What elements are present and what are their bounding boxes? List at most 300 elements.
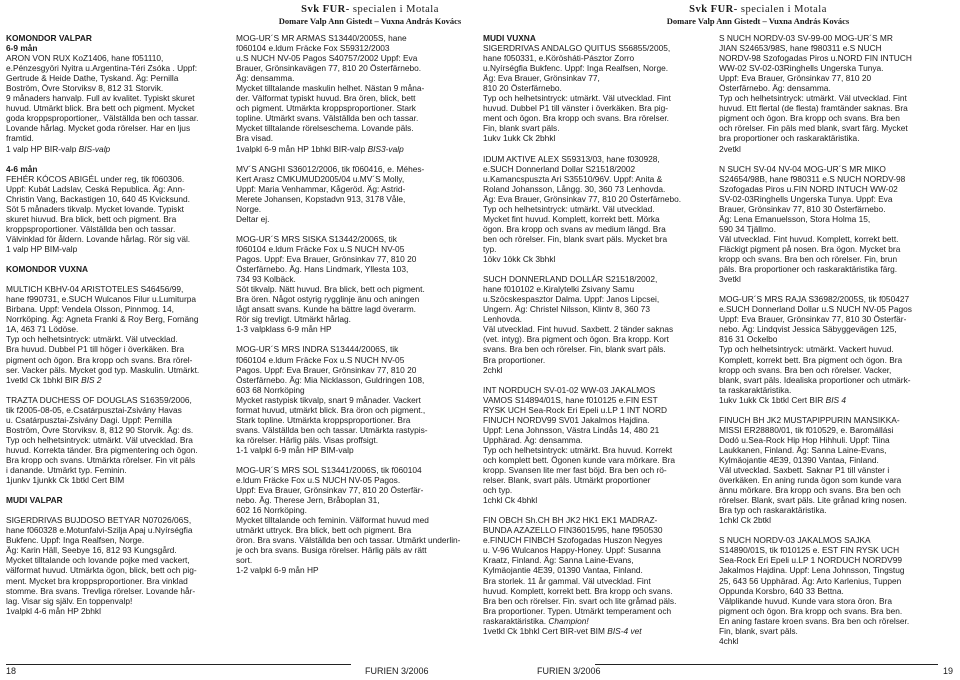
text-line — [236, 63, 464, 73]
line-text: Bra typ och raskaraktäristika. — [719, 505, 827, 516]
text-line — [236, 495, 464, 505]
text-line — [236, 415, 464, 425]
text-line — [236, 445, 464, 455]
text-line — [719, 103, 947, 113]
text-line — [6, 103, 234, 113]
line-text: huvud. Komplett, korrekt bett. Bra kropp och svans. — [483, 585, 673, 596]
line-text: 1vetkl Ck 1bhkl Cert BIR-vet BIM — [483, 625, 608, 636]
line-text: och rörelser. Fin päls med blank, svart färg. Mycket — [719, 123, 908, 134]
footer-rule-right — [595, 664, 938, 665]
line-text: Österfärnebo. Äg: Mia Nicklasson, Guldringen 108, — [236, 374, 425, 385]
line-text: Äg: Eva Brauer, Grönsinkav 77, — [483, 73, 600, 84]
text-line — [6, 576, 234, 586]
line-text: 1ukv 1ukk Ck 2bhkl — [483, 133, 556, 144]
line-text: SUCH DONNERLAND DOLLÁR S21518/2002, — [483, 274, 658, 285]
text-line — [483, 164, 711, 174]
text-line — [236, 375, 464, 385]
text-line — [719, 113, 947, 123]
line-text: öron. Bra svans. Välställda ben och tassar. Utmärkt underlin- — [236, 535, 461, 546]
text-line — [719, 445, 947, 455]
text-line — [719, 616, 947, 626]
text-line — [719, 194, 947, 204]
text-line — [6, 334, 234, 344]
line-text: Typ och helhetsintryck: utmärkt. Väl utvecklad. Fint — [719, 93, 907, 104]
text-line — [483, 515, 711, 525]
line-text: FINUCH BH JK2 MUSTAPIPPURIN MANSIKKA- — [719, 414, 900, 425]
line-text: TRAZTA DUCHESS OF DOUGLAS S16359/2006, — [6, 394, 192, 405]
text-line — [236, 535, 464, 545]
line-text: ment och ögon. Bra kropp och svans. Bra rörelser. — [483, 113, 669, 124]
line-text: 1junkv 1junkk Ck 1btkl Cert BIM — [6, 475, 125, 486]
line-text: S NUCH NORDV-03 SV-99-00 MOG-UR´S MR — [719, 33, 893, 43]
text-line — [6, 314, 234, 324]
line-text: e.SUCH Donnerland Dollar u.S NUCH NV-05 Pagos — [719, 304, 912, 315]
line-text: Äg: Karin Häll, Seebye 16, 812 93 Kungsgård. — [6, 545, 177, 556]
line-text: Väl utvecklad. Saxbett. Saknar P1 till vänster i — [719, 465, 890, 476]
line-text: nebo. Äg. Therese Jern, Bråboplan 31, — [236, 495, 380, 506]
text-line — [483, 435, 711, 445]
line-text: Bra ben och rörelser. Fin. svart och lite gråmad päls. — [483, 595, 677, 606]
line-text: typ. — [483, 243, 497, 254]
text-line — [6, 344, 234, 354]
line-text: välformat huvud. Utmärkta ögon, blick, bett och pig- — [6, 565, 197, 576]
line-text: Bra huvud. Dubbel P1 till höger i överkäken. Bra — [6, 344, 185, 355]
text-line — [6, 224, 234, 234]
line-text: 1 valp HP BIR-valp — [6, 143, 79, 154]
text-line — [719, 596, 947, 606]
line-text: INT NORDUCH SV-01-02 WW-03 JAKALMOS — [483, 384, 656, 395]
text-line — [236, 294, 464, 304]
text-line — [6, 435, 234, 445]
line-text: kroppsproportioner. Välställda ben och tassar. — [6, 223, 176, 234]
line-text: rörelser. Blank, svart päls. Lite grånad kring nosen. — [719, 495, 907, 506]
line-text: Bra proportioner. Typen. Utmärkt temperament och — [483, 605, 672, 616]
line-text: Boström, Övre Storviksv 8, 812 31 Storvik. — [6, 83, 164, 94]
line-text: Uppf: Eva Brauer, Grönsinkav 77, 810 20 Österfär- — [236, 485, 424, 496]
line-text: Szofogadas Piros u.FIN NORD INTUCH WW-02 — [719, 183, 898, 194]
text-line — [6, 606, 234, 616]
text-line — [6, 133, 234, 143]
text-line — [719, 93, 947, 103]
text-line — [6, 505, 234, 515]
line-text: S NUCH NORDV-03 JAKALMOS SAJKA — [719, 535, 871, 546]
text-line — [6, 184, 234, 194]
text-line — [483, 63, 711, 73]
line-emphasis: Champion! — [548, 615, 589, 626]
line-text: Birbana. Uppf: Vendela Olsson, Pinnmog. 14, — [6, 304, 174, 315]
text-line — [6, 545, 234, 555]
text-column-1 — [6, 33, 234, 616]
text-line — [719, 565, 947, 575]
line-text: Mycket rastypisk tikvalp, snart 9 månader. Vackert — [236, 394, 421, 405]
line-text: 1vetkl Ck 1bhkl BIR — [6, 374, 82, 385]
text-line — [719, 425, 947, 435]
text-line — [6, 164, 234, 174]
text-line — [6, 525, 234, 535]
text-line — [719, 385, 947, 395]
line-text: Sea-Rock Eri Epeli u.LP 1 NORDUCH NORDV99 — [719, 555, 903, 566]
text-line — [483, 344, 711, 354]
line-text: Jakalmos Hajdina. Uppf: Lena Johnsson, Tingstug — [719, 565, 905, 576]
text-line — [719, 405, 947, 415]
line-text: Norge. — [236, 203, 262, 214]
text-line — [6, 73, 234, 83]
line-text: Väl utvecklad. Fint huvud. Saxbett. 2 tänder saknas — [483, 324, 674, 335]
text-line — [236, 254, 464, 264]
text-line — [6, 485, 234, 495]
text-line — [719, 154, 947, 164]
line-text: 4-6 mån — [6, 163, 38, 174]
line-text: WW-02 SV-02-03Ringhells Ungerska Tunya. — [719, 63, 884, 74]
text-line — [483, 626, 711, 636]
line-text: JIAN S24653/98S, hane f980311 e.S NUCH — [719, 43, 882, 54]
line-text: SIGERDRIVAS ANDALGO QUITUS S56855/2005, — [483, 43, 671, 54]
text-line — [483, 425, 711, 435]
text-line — [483, 565, 711, 575]
line-text: IDUM AKTIVE ALEX S59313/03, hane f030928, — [483, 153, 660, 164]
text-line — [483, 73, 711, 83]
line-text: e.SUCH Donnerland Dollar S21518/2002 — [483, 163, 636, 174]
text-line — [483, 314, 711, 324]
text-line — [719, 415, 947, 425]
text-line — [236, 113, 464, 123]
text-line — [719, 63, 947, 73]
line-text: Fläckigt pigment på nosen. Bra ögon. Mycket bra — [719, 243, 901, 254]
text-line — [719, 254, 947, 264]
text-line — [719, 535, 947, 545]
text-line — [236, 324, 464, 334]
line-text: Bra proportioner. — [483, 354, 546, 365]
text-line — [483, 586, 711, 596]
text-line — [6, 425, 234, 435]
text-line — [719, 73, 947, 83]
line-text: Typ och helhetsintryck: utmärkt. Väl utvecklad. — [483, 203, 655, 214]
line-text: (vet. intyg). Bra pigment och ögon. Bra kropp. Kort — [483, 334, 669, 345]
line-text: Deltar ej. — [236, 213, 270, 224]
text-line — [483, 83, 711, 93]
text-line — [236, 174, 464, 184]
text-line — [236, 465, 464, 475]
line-text: ännu mörkare. Bra kropp och svans. Bra ben och — [719, 485, 901, 496]
line-text: 1chkl Ck 4bhkl — [483, 495, 538, 506]
text-line — [719, 475, 947, 485]
text-line — [483, 365, 711, 375]
text-line — [719, 274, 947, 284]
text-line — [719, 264, 947, 274]
line-text: Kylmäojantie 4E39, 01390 Vantaa, Finland. — [719, 454, 879, 465]
text-line — [236, 244, 464, 254]
text-line — [719, 224, 947, 234]
text-line — [483, 375, 711, 385]
text-line — [719, 43, 947, 53]
line-text: Äg: Lena Emanuelsson, Stora Holma 15, — [719, 213, 871, 224]
line-text: skuret hiuvud. Bra blick, bett och pigment. Bra — [6, 213, 177, 224]
line-text: Typ och helhetsintryck: utmärkt. Bra huvud. Korrekt — [483, 444, 673, 455]
text-line — [236, 455, 464, 465]
text-line — [236, 485, 464, 495]
text-line — [719, 284, 947, 294]
text-line — [6, 234, 234, 244]
line-text: Söt 5 månaders tikvalp. Mycket lovande. Typiskt — [6, 203, 184, 214]
line-text: ögon. Bra kropp och svans av medium längd. Bra — [483, 223, 666, 234]
line-text: der. Välformat typiskt huvud. Bra ören, blick, bett — [236, 93, 416, 104]
text-line — [483, 194, 711, 204]
magazine-issue-right: FURIEN 3/2006 — [537, 666, 601, 676]
line-text: raskaraktäristika. — [483, 615, 549, 626]
text-line — [236, 425, 464, 435]
text-line — [483, 284, 711, 294]
line-text: u.Szöcskespasztor Dalma. Uppf: Janos Lipcsei, — [483, 294, 660, 305]
line-text: 9 månaders hanvalp. Full av kvalitet. Typiskt skuret — [6, 93, 195, 104]
line-text: 1chkl Ck 2btkl — [719, 515, 771, 526]
line-text: kropp och svans. Bra ben och rörelser. Fin, brun — [719, 254, 898, 265]
line-text: 810 20 Österfärnebo. — [483, 83, 562, 94]
line-text: FEHÉR KÓCOS ABIGÉL under reg, tik f060306. — [6, 173, 185, 184]
line-emphasis: BIS-valp — [78, 143, 111, 154]
line-text: Söt tikvalp. Nätt huvud. Bra blick, bett och pigment. — [236, 284, 425, 295]
text-line — [719, 586, 947, 596]
text-line — [483, 455, 711, 465]
line-text: huvud. Ett flertal (de flesta) framtänder saknas. Bra — [719, 103, 908, 114]
line-text: hane f990731, e.SUCH Wulcanos Filur u.Lumiturpa — [6, 294, 196, 305]
text-line — [483, 113, 711, 123]
line-text: framtid. — [6, 133, 34, 144]
text-line — [719, 334, 947, 344]
text-line — [719, 626, 947, 636]
line-text: 1A, 463 71 Lödöse. — [6, 324, 79, 335]
line-text: stomme. Bra svans. Trevliga rörelser. Lovande hår- — [6, 585, 196, 596]
text-line — [719, 505, 947, 515]
text-line — [236, 53, 464, 63]
text-line — [236, 405, 464, 415]
text-line — [236, 224, 464, 234]
text-line — [719, 515, 947, 525]
text-line — [719, 184, 947, 194]
line-text: Kylmäojantie 4E39, 01390 Vantaa, Finland. — [483, 565, 643, 576]
text-line — [483, 495, 711, 505]
text-line — [6, 596, 234, 606]
line-text: topline. Utmärkt svans. Välställda ben och tassar. — [236, 113, 419, 124]
line-text: u.S NUCH NV-05 Pagos S40757/2002 Uppf: Eva — [236, 53, 418, 64]
line-text: FIN OBCH Sh.CH BH JK2 HK1 EK1 MADRAZ- — [483, 515, 658, 526]
line-text: 1ökv 1ökk Ck 3bhkl — [483, 254, 556, 265]
line-text: Ungern. Äg: Christel Nilsson, Klintv 8, 360 73 — [483, 304, 650, 315]
line-text: utmärkt uttryck. Bra blick, bett och pigment. Bra — [236, 525, 412, 536]
line-text: NORDV-98 Szofogadas Piros u.NORD FIN INTUCH — [719, 53, 912, 64]
text-line — [719, 304, 947, 314]
line-text: Mycket fint huvud. Komplett, korrekt bett. Mörka — [483, 213, 660, 224]
text-line — [6, 495, 234, 505]
header-title: Svk FUR- specialen i Motala — [689, 4, 827, 15]
text-line — [483, 535, 711, 545]
line-text: Stark topline. Utmärkta kroppsproportioner. Bra — [236, 414, 411, 425]
line-text: Fin, blank svart päls. — [483, 123, 560, 134]
text-line — [6, 455, 234, 465]
line-text: Uppf: Eva Brauer, Grönsinkav 77, 810 30 Österfär- — [719, 314, 907, 325]
header-subtitle: Domare Valp Ann Gistedt – Vuxna András Kovács — [666, 16, 850, 26]
line-text: 3vetkl — [719, 274, 741, 285]
line-text: Fin, blank, svart päls. — [719, 625, 798, 636]
text-line — [6, 144, 234, 154]
line-text: 1ukv 1ukk Ck 1btkl Cert BIR — [719, 394, 826, 405]
text-line — [6, 475, 234, 485]
text-line — [6, 586, 234, 596]
text-line — [483, 405, 711, 415]
text-line — [236, 73, 464, 83]
text-line — [236, 565, 464, 575]
text-line — [483, 123, 711, 133]
text-line — [6, 123, 234, 133]
text-line — [236, 385, 464, 395]
line-text: Mycket tilltalande maskulin helhet. Nästan 9 måna- — [236, 83, 425, 94]
line-text: lag. Visar sig själv. En toppenvalp! — [6, 595, 133, 606]
text-line — [719, 576, 947, 586]
line-text: f060104 e.ldum Fräcke Fox S59312/2003 — [236, 43, 390, 54]
text-line — [6, 294, 234, 304]
text-line — [719, 314, 947, 324]
line-text: Uppf: Kubát Ladslav, Ceská Republica. Äg: Ann- — [6, 183, 185, 194]
line-text: e.Pénzesgyöri Nyitra u.Argentina-Téri Zsóka . Uppf: — [6, 63, 198, 74]
line-text: MUDI VALPAR — [6, 495, 63, 506]
line-text: 1 valp HP BIM-valp — [6, 243, 78, 254]
line-text: 4chkl — [719, 635, 739, 646]
line-text: ment. Mycket bra kroppsproportioner. Bra vinklad — [6, 575, 188, 586]
line-text: MOG-UR´S MRS INDRA S13444/2006S, tik — [236, 344, 399, 355]
text-line — [236, 204, 464, 214]
line-text: Typ och helhetsintryck: utmärkt. Väl utvecklad. Fint — [483, 93, 671, 104]
line-text: KOMONDOR VUXNA — [6, 264, 89, 275]
line-text: 590 34 Tjällmo. — [719, 223, 776, 234]
text-line — [483, 294, 711, 304]
line-text: pigment och ögon. Bra kropp och svans. Bra ben — [719, 113, 900, 124]
text-line — [719, 123, 947, 133]
text-line — [719, 214, 947, 224]
line-text: SIGERDRIVAS BUJDOSO BETYAR N07026/06S, — [6, 515, 192, 526]
line-text: MV´S ANGHI S36012/2006, tik f060416, e. Méhes- — [236, 163, 425, 174]
text-line — [6, 244, 234, 254]
line-text: Rör sig trevligt. Utmärkt hårlag. — [236, 314, 351, 325]
line-text: MOG-UR´S MR ARMAS S13440/2005S, hane — [236, 33, 407, 43]
text-line — [236, 314, 464, 324]
text-line — [6, 395, 234, 405]
line-text: Bra ören. Något ostyrig rygglinje änu och aningen — [236, 294, 420, 305]
line-text: S14890/01S, tik f010125 e. EST FIN RYSK UCH — [719, 545, 900, 556]
line-text: 1-2 valpkl 6-9 mån HP — [236, 565, 319, 576]
text-line — [236, 505, 464, 515]
text-line — [483, 244, 711, 254]
line-text: Bra kropp och svans. Utmärkta rörelser. Fin vit päls — [6, 454, 196, 465]
text-line — [719, 174, 947, 184]
line-text: e.ldum Fräcke Fox u.S NUCH NV-05 Pagos. — [236, 475, 401, 486]
text-line — [6, 93, 234, 103]
line-text: Typ och helhetsintryck: utmärkt. Väl utvecklad. — [6, 334, 178, 345]
line-text: 2vetkl — [719, 143, 741, 154]
line-text: MULTICH KBHV-04 ARISTOTELES S46456/99, — [6, 284, 184, 295]
line-text: 602 16 Norrköping. — [236, 505, 307, 516]
text-line — [483, 415, 711, 425]
line-text: Bra storlek. 11 år gammal. Väl utvecklad. Fint — [483, 575, 651, 586]
text-line — [236, 355, 464, 365]
line-text: Christin Vang, Backastigen 10, 640 45 Kvicksund. — [6, 193, 190, 204]
text-line — [236, 184, 464, 194]
text-line — [236, 395, 464, 405]
text-line — [719, 324, 947, 334]
line-text: sort. — [236, 555, 253, 566]
text-line — [236, 475, 464, 485]
text-line — [719, 164, 947, 174]
text-line — [483, 616, 711, 626]
line-text: f060104 e.ldum Fräcke Fox u.S NUCH NV-05 — [236, 354, 405, 365]
text-line — [483, 133, 711, 143]
text-line — [6, 415, 234, 425]
line-text: SV-02-03Ringhells Ungerska Tunya. Uppf: Eva — [719, 193, 893, 204]
text-line — [236, 103, 464, 113]
text-line — [719, 395, 947, 405]
line-text: u.Kamancspuszta Ari S35510/96V. Uppf: Anita & — [483, 173, 663, 184]
line-text: överkäken. En aning runda ögon som kunde vara — [719, 475, 902, 486]
line-text: huvud. Utmärkt blick. Bra bett och pigment. Mycket — [6, 103, 195, 114]
text-line — [719, 83, 947, 93]
text-line — [719, 365, 947, 375]
text-line — [483, 254, 711, 264]
line-text: 2chkl — [483, 364, 503, 375]
line-text: 603 68 Norrköping — [236, 384, 305, 395]
line-text: Välplikande huvud. Kunde vara stora öron. Bra — [719, 595, 893, 606]
page-number-right: 19 — [943, 666, 954, 676]
text-line — [483, 304, 711, 314]
text-line — [719, 455, 947, 465]
text-line — [236, 264, 464, 274]
text-line — [719, 144, 947, 154]
line-text: 816 31 Ockelbo — [719, 334, 778, 345]
line-text: Dodó u.Sea-Rock Hip Hop Hihhuli. Uppf: Tiina — [719, 434, 890, 445]
line-emphasis: BIS 2 — [81, 374, 102, 385]
line-text: 25, 643 56 Upphärad. Äg: Arto Karlenius, Tuppen — [719, 575, 902, 586]
text-line — [719, 375, 947, 385]
line-text: Mycket tilltalande och lovande pojke med vackert, — [6, 555, 190, 566]
text-line — [483, 545, 711, 555]
text-line — [6, 465, 234, 475]
line-text: MOG-UR´S MRS RAJA S36982/2005S, tik f050427 — [719, 294, 910, 305]
line-emphasis: BIS 4 — [825, 394, 847, 405]
text-line — [483, 505, 711, 515]
text-line — [6, 254, 234, 264]
text-line — [236, 234, 464, 244]
text-line — [236, 43, 464, 53]
text-line — [483, 525, 711, 535]
text-line — [6, 63, 234, 73]
line-text: Väl utvecklad. Fint huvud. Komplett, korrekt bett. — [719, 233, 899, 244]
text-line — [719, 204, 947, 214]
line-text: Äg: Eva Brauer, Grönsinkav 77, 810 20 Österfärnebo. — [483, 193, 682, 204]
text-line — [483, 224, 711, 234]
line-emphasis: BIS-4 vet — [607, 625, 642, 636]
line-text: Äg: densamma. — [236, 73, 295, 84]
text-line — [483, 576, 711, 586]
header-title: Svk FUR- specialen i Motala — [301, 4, 439, 15]
text-line — [6, 194, 234, 204]
text-line — [719, 355, 947, 365]
text-line — [236, 133, 464, 143]
text-line — [483, 53, 711, 63]
line-text: och pigment. Utmärkta kroppsproportioner. Stark — [236, 103, 416, 114]
line-text: hane f010102 e.Kiralytelki Zsivany Samu — [483, 284, 635, 295]
text-line — [6, 355, 234, 365]
text-line — [6, 53, 234, 63]
text-line — [719, 606, 947, 616]
text-line — [6, 385, 234, 395]
line-text: RYSK UCH Sea-Rock Eri Epeli u.LP 1 INT NORD — [483, 404, 668, 415]
